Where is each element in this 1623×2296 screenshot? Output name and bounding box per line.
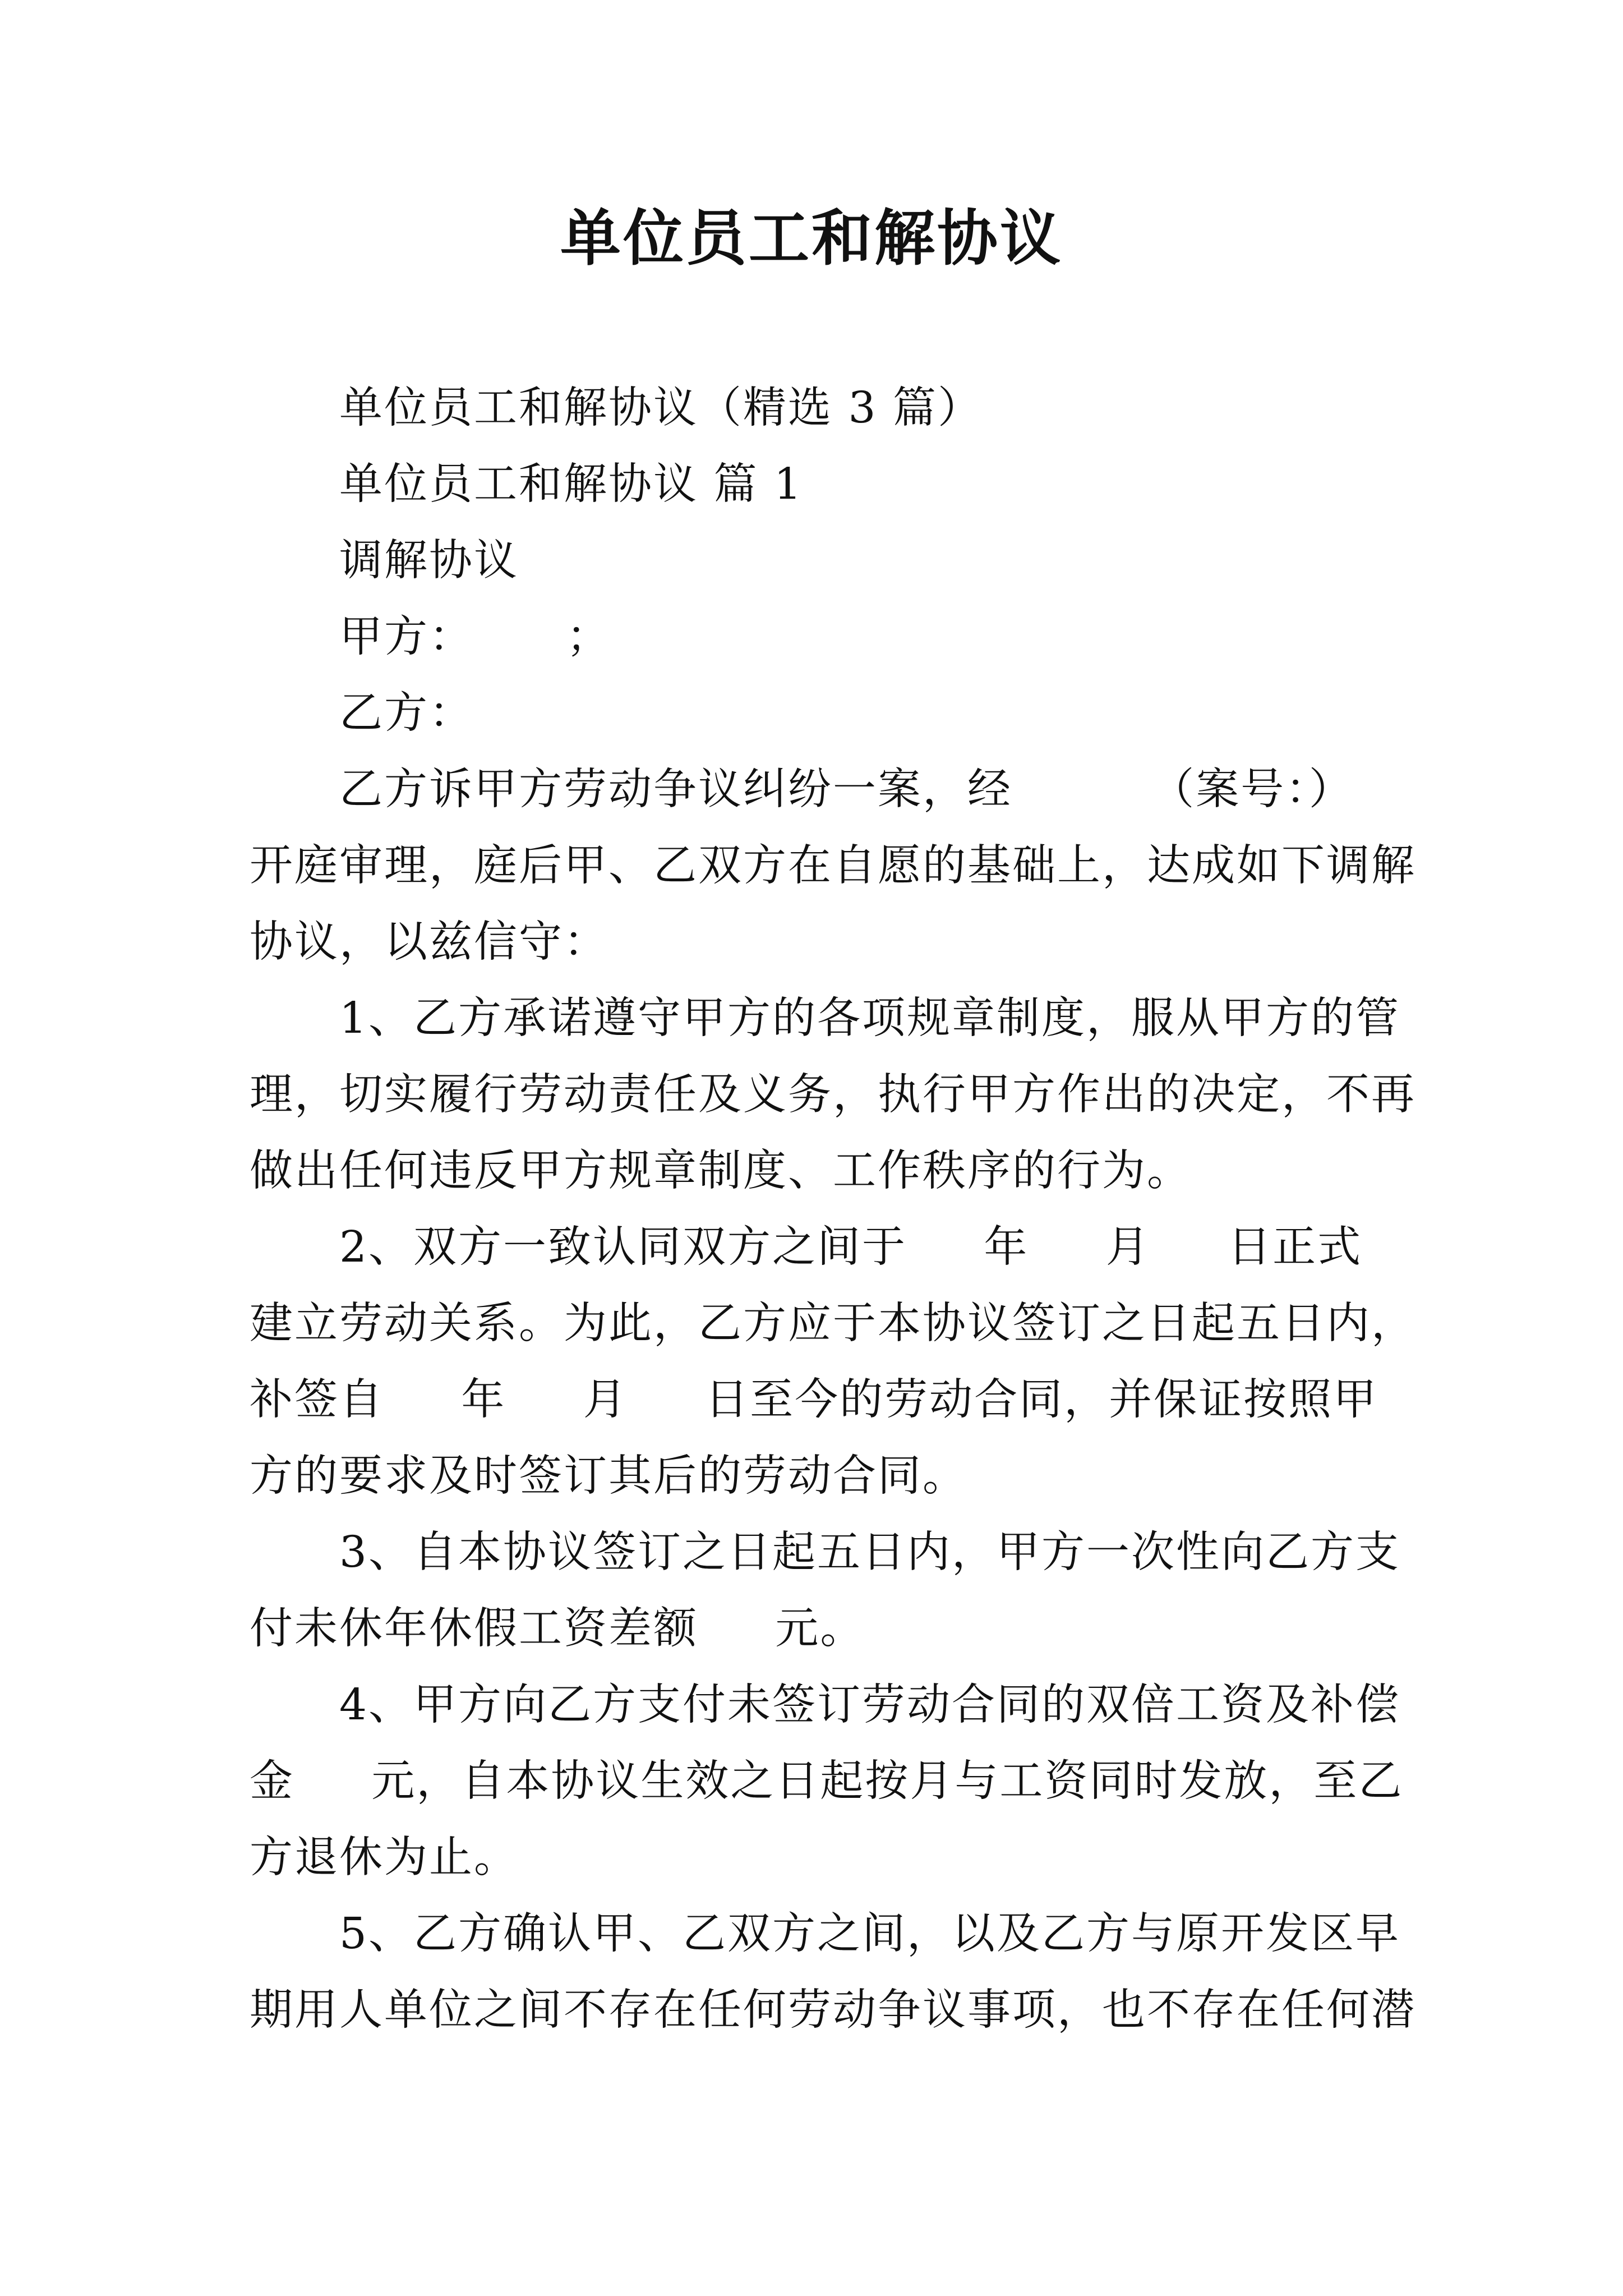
paragraph-line: 单位员工和解协议（精选 3 篇）	[339, 383, 983, 433]
paragraph-line: 1、乙方承诺遵守甲方的各项规章制度，服从甲方的管	[339, 993, 1400, 1043]
paragraph-line: 5、乙方确认甲、乙双方之间，以及乙方与原开发区早	[339, 1909, 1400, 1959]
paragraph-line: 开庭审理，庭后甲、乙双方在自愿的基础上，达成如下调解	[250, 841, 1416, 891]
paragraph-line: 理，切实履行劳动责任及义务，执行甲方作出的决定，不再	[250, 1070, 1416, 1120]
paragraph-line: 建立劳动关系。为此，乙方应于本协议签订之日起五日内，	[250, 1299, 1416, 1349]
paragraph-line: 做出任何违反甲方规章制度、工作秩序的行为。	[250, 1146, 1192, 1196]
paragraph-line: 2、双方一致认同双方之间于 年 月 日正式	[339, 1222, 1363, 1272]
document-title: 单位员工和解协议	[560, 203, 1063, 274]
paragraph-line: 3、自本协议签订之日起五日内，甲方一次性向乙方支	[339, 1527, 1400, 1577]
paragraph-line: 补签自 年 月 日至今的劳动合同，并保证按照甲	[250, 1375, 1378, 1425]
paragraph-line: 4、甲方向乙方支付未签订劳动合同的双倍工资及补偿	[339, 1680, 1400, 1730]
paragraph-line: 调解协议	[339, 536, 519, 586]
paragraph-line: 协议，以兹信守：	[250, 917, 608, 967]
paragraph-line: 付未休年休假工资差额 元。	[250, 1604, 865, 1654]
paragraph-line: 金 元，自本协议生效之日起按月与工资同时发放，至乙	[250, 1756, 1404, 1806]
paragraph-line: 方的要求及时签订其后的劳动合同。	[250, 1451, 967, 1501]
paragraph-line: 单位员工和解协议 篇 1	[339, 459, 803, 509]
paragraph-line: 乙方诉甲方劳动争议纠纷一案，经 （案号：）	[339, 765, 1354, 815]
paragraph-line: 期用人单位之间不存在任何劳动争议事项，也不存在任何潜	[250, 1985, 1416, 2035]
paragraph-line: 方退休为止。	[250, 1833, 519, 1883]
paragraph-line: 乙方：	[339, 688, 474, 738]
paragraph-line: 甲方： ；	[339, 612, 611, 662]
document-body	[250, 370, 1416, 2049]
